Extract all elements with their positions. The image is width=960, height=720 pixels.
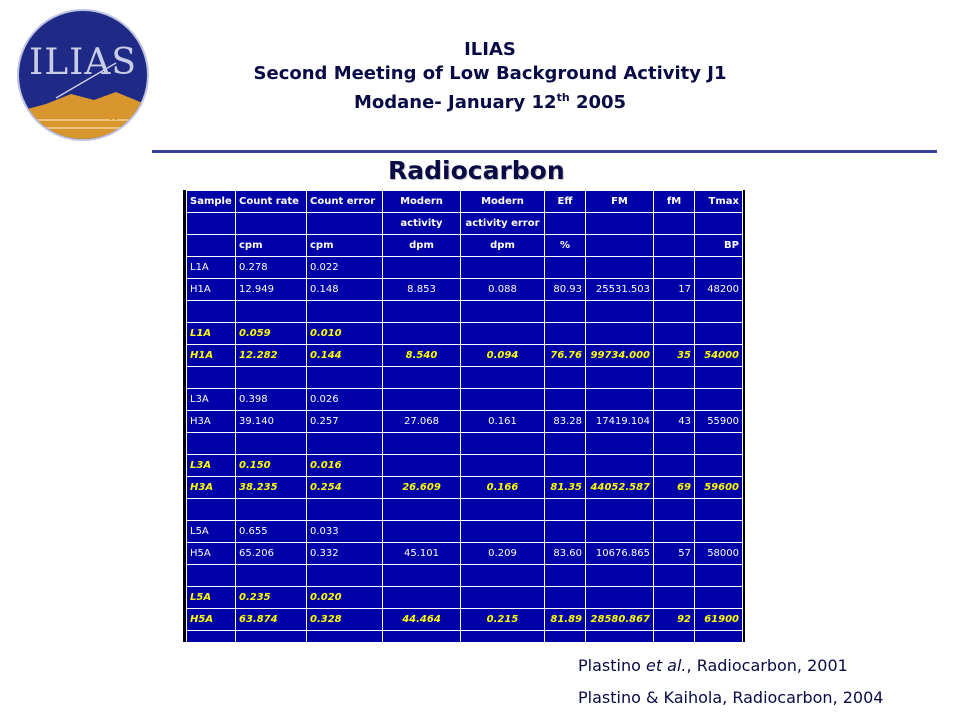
- table-row: [187, 521, 743, 543]
- table-cell: 0.161: [461, 411, 545, 433]
- table-cell: [545, 587, 586, 609]
- table-cell: 28580.867: [586, 609, 654, 631]
- table-cell: [545, 433, 586, 455]
- table-cell: [461, 323, 545, 345]
- table-cell: 0.088: [461, 279, 545, 301]
- table-cell: H1A: [187, 345, 236, 367]
- table-cell: 0.398: [236, 389, 307, 411]
- table-cell: 55900: [695, 411, 743, 433]
- table-row: [187, 543, 743, 565]
- table-cell: [654, 587, 695, 609]
- table-cell: [654, 565, 695, 587]
- table-cell: [695, 455, 743, 477]
- table-cell: [545, 521, 586, 543]
- table-row: [187, 433, 743, 455]
- table-cell: [383, 367, 461, 389]
- table-header-row: [187, 191, 743, 213]
- table-cell: 0.033: [307, 521, 383, 543]
- table-cell: [654, 389, 695, 411]
- table-row: [187, 345, 743, 367]
- table-cell: [654, 433, 695, 455]
- table-row: [187, 609, 743, 631]
- reference-1-author: Plastino: [578, 656, 646, 675]
- table-cell: 81.89: [545, 609, 586, 631]
- table-cell: 0.020: [307, 587, 383, 609]
- table-cell: 12.949: [236, 279, 307, 301]
- table-cell: 76.76: [545, 345, 586, 367]
- table-cell: [236, 499, 307, 521]
- table-cell: [461, 389, 545, 411]
- table-header-cell: [236, 213, 307, 235]
- table-cell: 0.144: [307, 345, 383, 367]
- table-cell: [654, 301, 695, 323]
- table-cell: 83.60: [545, 543, 586, 565]
- table-cell: [307, 367, 383, 389]
- table-header-cell: dpm: [383, 235, 461, 257]
- table-cell: [307, 631, 383, 653]
- table-cell: [461, 587, 545, 609]
- table-cell: [586, 323, 654, 345]
- table-cell: [187, 499, 236, 521]
- table-header-cell: cpm: [307, 235, 383, 257]
- table-cell: 39.140: [236, 411, 307, 433]
- table-header-cell: [187, 235, 236, 257]
- table-cell: [654, 499, 695, 521]
- table-cell: 58000: [695, 543, 743, 565]
- table-cell: [586, 565, 654, 587]
- logo-lettering: ILIAS: [28, 42, 138, 83]
- table-cell: [187, 631, 236, 653]
- table-cell: [695, 521, 743, 543]
- table-cell: [187, 301, 236, 323]
- table-header-cell: Tmax: [695, 191, 743, 213]
- table-cell: [383, 587, 461, 609]
- table-header-cell: dpm: [461, 235, 545, 257]
- table-header-cell: fM: [654, 191, 695, 213]
- reference-2: Plastino & Kaihola, Radiocarbon, 2004: [578, 688, 884, 707]
- table-cell: 38.235: [236, 477, 307, 499]
- table-cell: [695, 565, 743, 587]
- table-cell: 8.853: [383, 279, 461, 301]
- table-cell: 25531.503: [586, 279, 654, 301]
- table-cell: 81.35: [545, 477, 586, 499]
- table-cell: 35: [654, 345, 695, 367]
- table-cell: 54000: [695, 345, 743, 367]
- reference-1: [578, 650, 883, 682]
- table-row: [187, 477, 743, 499]
- table-cell: L5A: [187, 521, 236, 543]
- table-cell: [307, 433, 383, 455]
- table-cell: [461, 433, 545, 455]
- table-cell: [307, 499, 383, 521]
- table-cell: 63.874: [236, 609, 307, 631]
- table-cell: [383, 521, 461, 543]
- table-row: [187, 257, 743, 279]
- table-header-cell: %: [545, 235, 586, 257]
- table-cell: [236, 565, 307, 587]
- table-cell: 0.257: [307, 411, 383, 433]
- table-cell: 45.101: [383, 543, 461, 565]
- table-cell: 44052.587: [586, 477, 654, 499]
- table-row: [187, 587, 743, 609]
- table-cell: 99734.000: [586, 345, 654, 367]
- table-cell: 0.016: [307, 455, 383, 477]
- table-cell: [383, 565, 461, 587]
- table-cell: 0.328: [307, 609, 383, 631]
- table-cell: 57: [654, 543, 695, 565]
- table-cell: [461, 257, 545, 279]
- table-cell: [461, 367, 545, 389]
- table-cell: [586, 499, 654, 521]
- table-header-cell: [187, 213, 236, 235]
- table-cell: 0.235: [236, 587, 307, 609]
- table-cell: 12.282: [236, 345, 307, 367]
- table-cell: [586, 389, 654, 411]
- table-cell: [695, 367, 743, 389]
- table-cell: L3A: [187, 389, 236, 411]
- table-header-cell: [586, 235, 654, 257]
- table-cell: [545, 499, 586, 521]
- table-cell: 0.026: [307, 389, 383, 411]
- table-row: [187, 389, 743, 411]
- header-divider: [152, 150, 937, 153]
- table-cell: [586, 301, 654, 323]
- radiocarbon-table-container: [183, 190, 745, 642]
- table-header-cell: [654, 213, 695, 235]
- table-header-cell: [545, 213, 586, 235]
- table-cell: 48200: [695, 279, 743, 301]
- table-cell: 10676.865: [586, 543, 654, 565]
- reference-1-etal: et al.: [645, 656, 687, 675]
- table-header-cell: FM: [586, 191, 654, 213]
- table-cell: [586, 587, 654, 609]
- table-cell: [383, 323, 461, 345]
- table-header-row: [187, 213, 743, 235]
- table-cell: [461, 521, 545, 543]
- slide-header: [200, 38, 780, 115]
- table-cell: [383, 455, 461, 477]
- table-cell: [654, 257, 695, 279]
- table-cell: 69: [654, 477, 695, 499]
- table-cell: 80.93: [545, 279, 586, 301]
- table-cell: 0.254: [307, 477, 383, 499]
- radiocarbon-table: [186, 190, 743, 653]
- table-cell: 43: [654, 411, 695, 433]
- header-line-3-prefix: Modane- January 12: [353, 92, 557, 113]
- table-cell: 8.540: [383, 345, 461, 367]
- table-cell: H3A: [187, 411, 236, 433]
- table-cell: [461, 455, 545, 477]
- table-header-cell: [307, 213, 383, 235]
- table-cell: H5A: [187, 543, 236, 565]
- table-cell: [695, 301, 743, 323]
- table-row: [187, 367, 743, 389]
- table-row: [187, 301, 743, 323]
- table-cell: [695, 389, 743, 411]
- table-header-cell: Count rate: [236, 191, 307, 213]
- table-cell: [383, 257, 461, 279]
- table-cell: [545, 455, 586, 477]
- table-row: [187, 565, 743, 587]
- table-row: [187, 499, 743, 521]
- table-header-cell: Modern: [461, 191, 545, 213]
- table-header-cell: [654, 235, 695, 257]
- table-cell: [545, 323, 586, 345]
- table-cell: [236, 301, 307, 323]
- table-cell: L3A: [187, 455, 236, 477]
- table-cell: 27.068: [383, 411, 461, 433]
- table-cell: [545, 565, 586, 587]
- table-header-cell: cpm: [236, 235, 307, 257]
- table-cell: [654, 367, 695, 389]
- section-title: Radiocarbon: [388, 156, 565, 185]
- table-cell: [383, 301, 461, 323]
- table-header-row: [187, 235, 743, 257]
- header-line-3: [200, 86, 780, 115]
- table-row: [187, 411, 743, 433]
- table-cell: [236, 433, 307, 455]
- table-cell: [695, 323, 743, 345]
- table-header-cell: activity: [383, 213, 461, 235]
- ilias-logo: [16, 8, 150, 142]
- table-cell: 65.206: [236, 543, 307, 565]
- table-cell: 0.215: [461, 609, 545, 631]
- table-cell: 0.094: [461, 345, 545, 367]
- table-cell: [461, 499, 545, 521]
- table-cell: [545, 389, 586, 411]
- table-cell: [461, 301, 545, 323]
- table-cell: 92: [654, 609, 695, 631]
- table-cell: [461, 631, 545, 653]
- table-header-cell: Modern: [383, 191, 461, 213]
- table-cell: 0.010: [307, 323, 383, 345]
- table-cell: 0.209: [461, 543, 545, 565]
- header-line-3-suffix: 2005: [569, 92, 627, 113]
- reference-1-rest: , Radiocarbon, 2001: [686, 656, 848, 675]
- table-cell: H5A: [187, 609, 236, 631]
- table-cell: [383, 499, 461, 521]
- table-cell: 0.059: [236, 323, 307, 345]
- table-cell: 0.150: [236, 455, 307, 477]
- table-cell: [545, 367, 586, 389]
- table-cell: [187, 565, 236, 587]
- table-row: [187, 323, 743, 345]
- table-cell: 0.022: [307, 257, 383, 279]
- header-line-3-sup: th: [556, 91, 570, 104]
- table-cell: 0.148: [307, 279, 383, 301]
- table-cell: 61900: [695, 609, 743, 631]
- table-cell: [461, 565, 545, 587]
- table-cell: [586, 367, 654, 389]
- table-cell: [654, 521, 695, 543]
- table-cell: [187, 367, 236, 389]
- table-header-cell: [586, 213, 654, 235]
- table-cell: [586, 521, 654, 543]
- table-cell: H1A: [187, 279, 236, 301]
- table-cell: [654, 455, 695, 477]
- table-cell: 44.464: [383, 609, 461, 631]
- table-cell: 0.278: [236, 257, 307, 279]
- table-cell: [586, 455, 654, 477]
- table-cell: [383, 433, 461, 455]
- table-header-cell: activity error: [461, 213, 545, 235]
- table-cell: [695, 587, 743, 609]
- table-cell: 83.28: [545, 411, 586, 433]
- table-cell: L5A: [187, 587, 236, 609]
- table-cell: [383, 631, 461, 653]
- table-cell: [586, 433, 654, 455]
- table-cell: [187, 433, 236, 455]
- table-cell: H3A: [187, 477, 236, 499]
- table-cell: [654, 323, 695, 345]
- table-cell: 0.166: [461, 477, 545, 499]
- table-cell: 0.332: [307, 543, 383, 565]
- table-header-cell: Sample: [187, 191, 236, 213]
- table-cell: [545, 301, 586, 323]
- table-header-cell: Count error: [307, 191, 383, 213]
- table-cell: [236, 631, 307, 653]
- references: [578, 650, 883, 714]
- table-cell: 17419.104: [586, 411, 654, 433]
- table-cell: L1A: [187, 323, 236, 345]
- table-cell: [307, 301, 383, 323]
- header-line-2: Second Meeting of Low Background Activity J1: [253, 63, 727, 84]
- table-cell: [586, 257, 654, 279]
- table-cell: 59600: [695, 477, 743, 499]
- table-cell: L1A: [187, 257, 236, 279]
- table-cell: [383, 389, 461, 411]
- table-row: [187, 455, 743, 477]
- table-cell: 26.609: [383, 477, 461, 499]
- table-header-cell: [695, 213, 743, 235]
- table-cell: [545, 257, 586, 279]
- table-cell: 17: [654, 279, 695, 301]
- table-header-cell: BP: [695, 235, 743, 257]
- table-cell: [695, 499, 743, 521]
- table-row: [187, 279, 743, 301]
- table-cell: [695, 257, 743, 279]
- table-cell: [695, 433, 743, 455]
- table-cell: 0.655: [236, 521, 307, 543]
- table-cell: [236, 367, 307, 389]
- table-header-cell: Eff: [545, 191, 586, 213]
- table-cell: [307, 565, 383, 587]
- header-line-1: ILIAS: [464, 39, 516, 60]
